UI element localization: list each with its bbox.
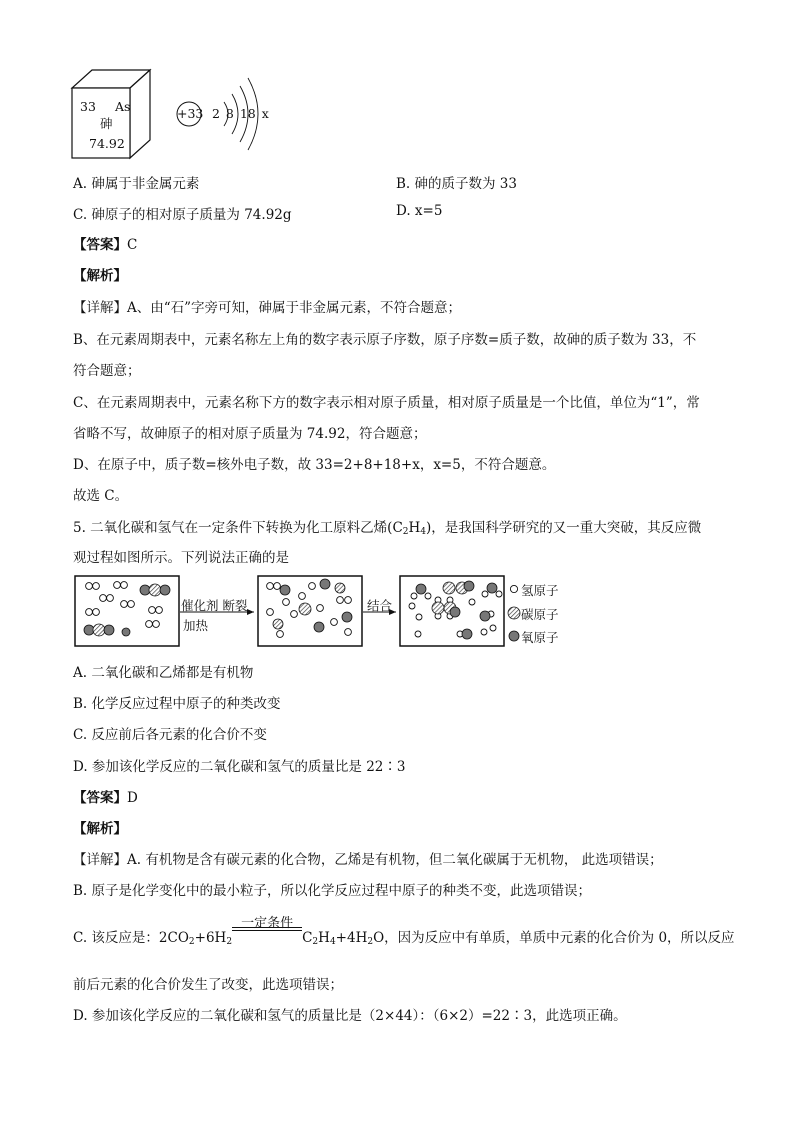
arrow1-label-bottom: 加热 — [183, 618, 209, 633]
q5-answer — [73, 786, 138, 806]
q4-detail-line-7: 故选 C。 — [73, 488, 129, 504]
q5-option-b: B. 化学反应过程中原子的种类改变 — [73, 696, 281, 712]
q5-detail-d: D. 参加该化学反应的二氧化碳和氢气的质量比是（2×44）：（6×2）=22∶3，此选项正确。 — [73, 1008, 627, 1024]
q5-option-c: C. 反应前后各元素的化合价不变 — [73, 727, 267, 743]
q5-analysis-tag: 【解析】 — [73, 821, 127, 837]
q4-detail-line-1: 【详解】A、由“石”字旁可知，砷属于非金属元素，不符合题意； — [73, 300, 462, 316]
arrow2-label-top: 结合 — [367, 598, 393, 613]
q4-answer — [73, 233, 137, 253]
q4-detail-line-6: D、在原子中，质子数=核外电子数，故 33=2+8+18+x，x=5，不符合题意。 — [73, 457, 556, 473]
q5-detail-c-line-2: 前后元素的化合价发生了改变，此选项错误； — [73, 977, 343, 993]
q5-detail-b: B. 原子是化学变化中的最小粒子，所以化学反应过程中原子的种类不变，此选项错误； — [73, 883, 592, 899]
legend-oxygen: 氧原子 — [521, 630, 559, 645]
q4-option-b: B. 砷的质子数为 33 — [396, 176, 517, 192]
answer-value: C — [127, 237, 138, 253]
q4-option-a: A. 砷属于非金属元素 — [73, 176, 200, 192]
q4-option-d: D. x=5 — [396, 203, 443, 219]
legend-carbon: 碳原子 — [521, 607, 559, 622]
q5-stem-line-1: 5. 二氧化碳和氢气在一定条件下转换为化工原料乙烯$(C_2H_4)$，是我国科学研究的又一重大突破，其反应微 — [73, 520, 702, 537]
q4-detail-line-5: 省略不写，故砷原子的相对原子质量为 74.92，符合题意； — [73, 426, 427, 442]
legend-hydrogen: 氢原子 — [521, 583, 559, 598]
q4-analysis-tag: 【解析】 — [73, 268, 127, 284]
element-name: 砷 — [100, 116, 113, 131]
q4-detail-line-3: 符合题意； — [73, 363, 141, 379]
q5-detail-c-equation: C. 该反应是：$2CO_2+6H_2$ 一定条件 $C_2H_4+4H_2O$，因为反应中有单质，单质中元素的化合价为 0，所以反应 — [73, 916, 735, 947]
reaction-condition: 一定条件 — [232, 930, 302, 946]
q4-option-c: C. 砷原子的相对原子质量为 74.92g — [73, 207, 292, 223]
element-mass: 74.92 — [89, 136, 125, 151]
q5-detail-a: 【详解】A. 有机物是含有碳元素的化合物，乙烯是有机物，但二氧化碳属于无机物， 此选项错误； — [73, 852, 663, 868]
atom-shells: 2 8 18 x — [212, 106, 269, 121]
q5-option-d: D. 参加该化学反应的二氧化碳和氢气的质量比是 22∶3 — [73, 759, 406, 775]
reaction-diagram — [72, 572, 592, 652]
answer-tag: 【答案】 — [73, 790, 127, 806]
answer-tag: 【答案】 — [73, 237, 127, 253]
atom-nucleus: +33 — [177, 106, 204, 121]
q4-detail-line-4: C、在元素周期表中，元素名称下方的数字表示相对原子质量，相对原子质量是一个比值，单位为“1”，常 — [73, 395, 700, 411]
arrow1-label-top: 催化剂 断裂 — [181, 598, 248, 613]
answer-value: D — [127, 790, 138, 806]
element-number: 33 — [80, 99, 96, 114]
q5-stem-line-2: 观过程如图所示。下列说法正确的是 — [73, 550, 289, 566]
element-symbol: As — [115, 99, 131, 114]
q5-option-a: A. 二氧化碳和乙烯都是有机物 — [73, 665, 254, 681]
q4-detail-line-2: B、在元素周期表中，元素名称左上角的数字表示原子序数，原子序数=质子数，故砷的质子数为 33，不 — [73, 332, 697, 348]
